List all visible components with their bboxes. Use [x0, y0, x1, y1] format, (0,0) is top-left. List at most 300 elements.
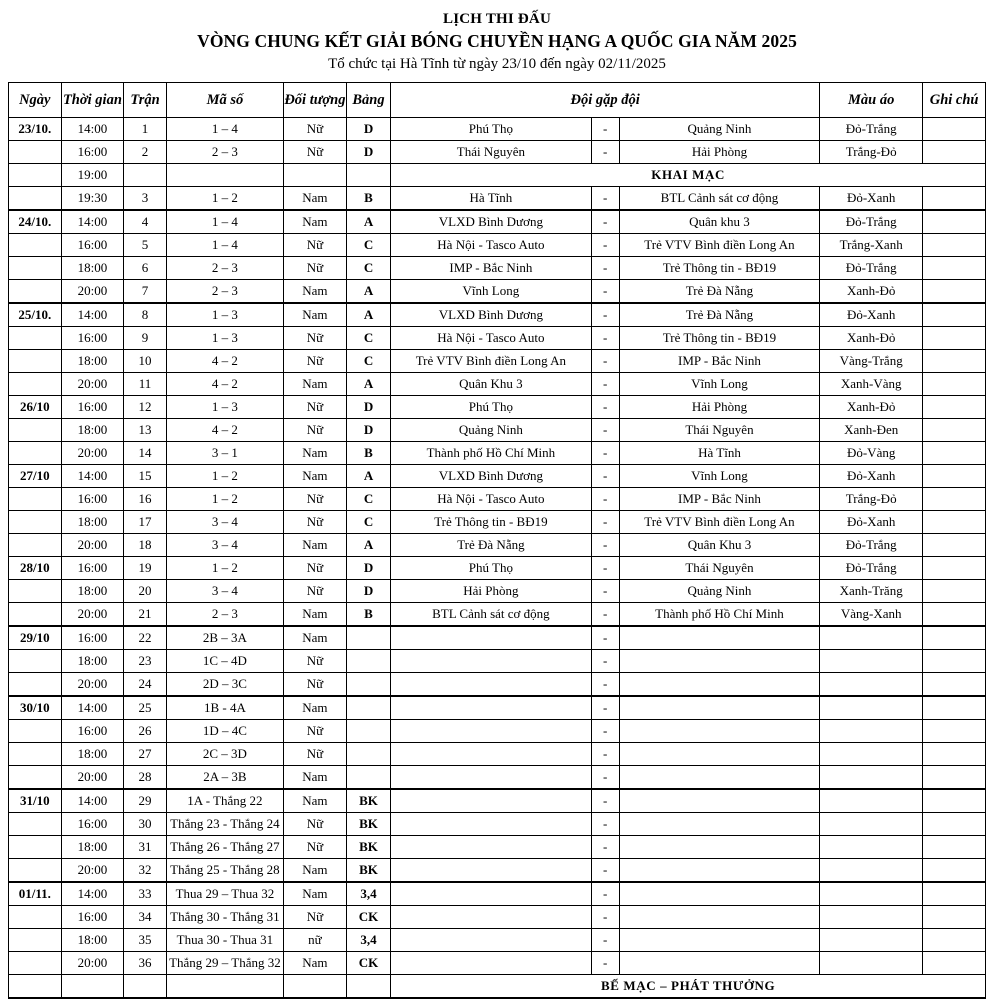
cell-match: 10	[124, 350, 166, 373]
cell-away-team	[619, 813, 819, 836]
table-row	[9, 626, 986, 650]
cell-note	[923, 373, 986, 396]
table-row	[9, 465, 986, 488]
cell-day: 25/10.	[9, 303, 62, 327]
cell-day	[9, 327, 62, 350]
table-row	[9, 696, 986, 720]
cell-match: 23	[124, 650, 166, 673]
cell-category: Nữ	[284, 743, 347, 766]
cell-note	[923, 720, 986, 743]
cell-match: 35	[124, 929, 166, 952]
cell-jersey-color	[820, 626, 923, 650]
cell-group	[346, 766, 391, 790]
cell-versus-dash: -	[591, 327, 619, 350]
cell-note	[923, 557, 986, 580]
cell-category: Nữ	[284, 350, 347, 373]
cell-away-team	[619, 929, 819, 952]
cell-code	[166, 164, 283, 187]
cell-home-team: VLXD Bình Dương	[391, 210, 591, 234]
cell-group: D	[346, 419, 391, 442]
cell-time: 20:00	[61, 534, 124, 557]
cell-match: 8	[124, 303, 166, 327]
cell-jersey-color: Đỏ-Xanh	[820, 187, 923, 211]
cell-code: 1 – 2	[166, 488, 283, 511]
cell-home-team	[391, 743, 591, 766]
cell-away-team: Hải Phòng	[619, 141, 819, 164]
cell-category: Nữ	[284, 557, 347, 580]
cell-versus-dash: -	[591, 419, 619, 442]
cell-note	[923, 488, 986, 511]
cell-away-team: Quảng Ninh	[619, 118, 819, 141]
cell-time: 14:00	[61, 465, 124, 488]
cell-day: 23/10.	[9, 118, 62, 141]
cell-versus-dash: -	[591, 789, 619, 813]
cell-versus-dash: -	[591, 118, 619, 141]
cell-group: CK	[346, 952, 391, 975]
cell-category: Nam	[284, 465, 347, 488]
cell-match: 3	[124, 187, 166, 211]
cell-time: 20:00	[61, 373, 124, 396]
cell-day: 31/10	[9, 789, 62, 813]
cell-day	[9, 141, 62, 164]
column-header-note: Ghi chú	[923, 83, 986, 118]
cell-code: 1 – 3	[166, 327, 283, 350]
cell-match: 30	[124, 813, 166, 836]
cell-away-team: Trẻ VTV Bình điền Long An	[619, 234, 819, 257]
cell-day	[9, 952, 62, 975]
column-header-color: Màu áo	[820, 83, 923, 118]
cell-time: 18:00	[61, 836, 124, 859]
cell-category: Nữ	[284, 396, 347, 419]
cell-versus-dash: -	[591, 720, 619, 743]
cell-day	[9, 534, 62, 557]
cell-time: 16:00	[61, 396, 124, 419]
table-body	[9, 118, 986, 999]
cell-group: C	[346, 234, 391, 257]
cell-category: Nữ	[284, 673, 347, 697]
cell-versus-dash: -	[591, 696, 619, 720]
cell-note	[923, 929, 986, 952]
table-row	[9, 164, 986, 187]
cell-day	[9, 929, 62, 952]
cell-category: Nữ	[284, 720, 347, 743]
cell-group	[346, 164, 391, 187]
table-row	[9, 952, 986, 975]
cell-category: Nam	[284, 859, 347, 883]
cell-match: 16	[124, 488, 166, 511]
cell-match: 2	[124, 141, 166, 164]
cell-category: Nam	[284, 373, 347, 396]
cell-note	[923, 210, 986, 234]
cell-versus-dash: -	[591, 906, 619, 929]
cell-category: Nữ	[284, 419, 347, 442]
cell-time: 14:00	[61, 696, 124, 720]
cell-note	[923, 789, 986, 813]
cell-time: 16:00	[61, 906, 124, 929]
cell-home-team: BTL Cảnh sát cơ động	[391, 603, 591, 627]
cell-versus-dash: -	[591, 882, 619, 906]
cell-group: BK	[346, 859, 391, 883]
cell-category: Nữ	[284, 118, 347, 141]
cell-code: 1 – 2	[166, 187, 283, 211]
cell-jersey-color	[820, 906, 923, 929]
cell-category: Nam	[284, 766, 347, 790]
cell-category	[284, 164, 347, 187]
cell-match: 21	[124, 603, 166, 627]
cell-category: Nam	[284, 882, 347, 906]
cell-day	[9, 603, 62, 627]
cell-time: 18:00	[61, 929, 124, 952]
cell-code: 4 – 2	[166, 350, 283, 373]
cell-home-team	[391, 766, 591, 790]
cell-day	[9, 580, 62, 603]
cell-jersey-color: Trắng-Đỏ	[820, 488, 923, 511]
cell-note	[923, 280, 986, 304]
cell-home-team: Quân Khu 3	[391, 373, 591, 396]
cell-away-team: Trẻ Thông tin - BĐ19	[619, 257, 819, 280]
cell-match: 31	[124, 836, 166, 859]
cell-match: 1	[124, 118, 166, 141]
cell-jersey-color	[820, 789, 923, 813]
cell-code: 1 – 4	[166, 210, 283, 234]
cell-note	[923, 859, 986, 883]
cell-home-team: Vĩnh Long	[391, 280, 591, 304]
cell-match: 34	[124, 906, 166, 929]
cell-jersey-color: Xanh-Đỏ	[820, 327, 923, 350]
table-row	[9, 350, 986, 373]
table-row	[9, 327, 986, 350]
cell-jersey-color	[820, 813, 923, 836]
cell-away-team: IMP - Bắc Ninh	[619, 488, 819, 511]
document-title-sub: VÒNG CHUNG KẾT GIẢI BÓNG CHUYỀN HẠNG A QUỐC GIA NĂM 2025	[197, 31, 797, 51]
cell-group: A	[346, 210, 391, 234]
cell-match: 20	[124, 580, 166, 603]
cell-time: 19:30	[61, 187, 124, 211]
cell-away-team	[619, 650, 819, 673]
cell-group: BK	[346, 836, 391, 859]
cell-day	[9, 766, 62, 790]
cell-category: Nam	[284, 442, 347, 465]
cell-category: Nam	[284, 303, 347, 327]
cell-match: 14	[124, 442, 166, 465]
cell-day	[9, 442, 62, 465]
cell-versus-dash: -	[591, 952, 619, 975]
cell-group: B	[346, 187, 391, 211]
cell-home-team	[391, 673, 591, 697]
cell-versus-dash: -	[591, 626, 619, 650]
cell-time: 18:00	[61, 419, 124, 442]
cell-match: 11	[124, 373, 166, 396]
cell-note	[923, 696, 986, 720]
cell-time: 16:00	[61, 557, 124, 580]
table-row	[9, 557, 986, 580]
cell-day	[9, 280, 62, 304]
cell-category: Nam	[284, 280, 347, 304]
cell-day	[9, 720, 62, 743]
cell-jersey-color: Đỏ-Xanh	[820, 303, 923, 327]
cell-code: Thắng 25 - Thắng 28	[166, 859, 283, 883]
cell-group: A	[346, 534, 391, 557]
cell-group: C	[346, 511, 391, 534]
cell-time: 18:00	[61, 350, 124, 373]
cell-home-team: VLXD Bình Dương	[391, 303, 591, 327]
cell-away-team	[619, 696, 819, 720]
cell-category: Nữ	[284, 511, 347, 534]
cell-day: 01/11.	[9, 882, 62, 906]
cell-away-team	[619, 882, 819, 906]
cell-note	[923, 813, 986, 836]
cell-jersey-color	[820, 952, 923, 975]
cell-group	[346, 673, 391, 697]
table-row	[9, 187, 986, 211]
cell-group: A	[346, 280, 391, 304]
cell-away-team	[619, 743, 819, 766]
cell-note	[923, 836, 986, 859]
cell-time: 16:00	[61, 327, 124, 350]
cell-versus-dash: -	[591, 465, 619, 488]
cell-note	[923, 419, 986, 442]
cell-away-team: Thành phố Hồ Chí Minh	[619, 603, 819, 627]
cell-code: 1B - 4A	[166, 696, 283, 720]
cell-match: 6	[124, 257, 166, 280]
cell-note	[923, 442, 986, 465]
cell-group	[346, 650, 391, 673]
cell-match: 27	[124, 743, 166, 766]
cell-home-team: Phú Thọ	[391, 118, 591, 141]
document-header	[0, 0, 994, 76]
cell-banner: BẾ MẠC – PHÁT THƯỞNG	[391, 975, 986, 999]
cell-home-team	[391, 906, 591, 929]
cell-home-team	[391, 626, 591, 650]
cell-category	[284, 975, 347, 999]
cell-time: 18:00	[61, 257, 124, 280]
cell-versus-dash: -	[591, 534, 619, 557]
cell-note	[923, 882, 986, 906]
cell-category: Nữ	[284, 234, 347, 257]
cell-home-team: IMP - Bắc Ninh	[391, 257, 591, 280]
cell-jersey-color: Đỏ-Trắng	[820, 118, 923, 141]
cell-jersey-color	[820, 650, 923, 673]
table-row	[9, 789, 986, 813]
cell-home-team: VLXD Bình Dương	[391, 465, 591, 488]
cell-day	[9, 419, 62, 442]
cell-group	[346, 696, 391, 720]
cell-code: 2A – 3B	[166, 766, 283, 790]
cell-versus-dash: -	[591, 743, 619, 766]
cell-category: Nữ	[284, 906, 347, 929]
cell-group	[346, 743, 391, 766]
cell-category: Nam	[284, 534, 347, 557]
cell-code: 3 – 4	[166, 534, 283, 557]
table-row	[9, 488, 986, 511]
document-subtitle-venue: Tổ chức tại Hà Tĩnh từ ngày 23/10 đến ngày 02/11/2025	[328, 56, 666, 72]
table-row	[9, 118, 986, 141]
table-row	[9, 650, 986, 673]
cell-versus-dash: -	[591, 234, 619, 257]
cell-away-team: Quân khu 3	[619, 210, 819, 234]
cell-note	[923, 673, 986, 697]
cell-group	[346, 720, 391, 743]
cell-code: 1 – 3	[166, 396, 283, 419]
cell-jersey-color	[820, 766, 923, 790]
cell-jersey-color	[820, 673, 923, 697]
table-row	[9, 882, 986, 906]
cell-match	[124, 164, 166, 187]
cell-jersey-color: Đỏ-Trắng	[820, 557, 923, 580]
cell-day	[9, 257, 62, 280]
cell-versus-dash: -	[591, 488, 619, 511]
cell-category: Nữ	[284, 813, 347, 836]
cell-away-team: Quảng Ninh	[619, 580, 819, 603]
cell-versus-dash: -	[591, 580, 619, 603]
column-header-category: Đối tượng	[284, 83, 347, 118]
cell-day	[9, 187, 62, 211]
cell-versus-dash: -	[591, 929, 619, 952]
cell-away-team: Vĩnh Long	[619, 465, 819, 488]
cell-code: 2 – 3	[166, 141, 283, 164]
cell-home-team	[391, 952, 591, 975]
cell-match: 7	[124, 280, 166, 304]
cell-match: 15	[124, 465, 166, 488]
cell-home-team: Thành phố Hồ Chí Minh	[391, 442, 591, 465]
cell-versus-dash: -	[591, 210, 619, 234]
cell-code: 2B – 3A	[166, 626, 283, 650]
cell-category: Nam	[284, 210, 347, 234]
cell-away-team: BTL Cảnh sát cơ động	[619, 187, 819, 211]
cell-match: 24	[124, 673, 166, 697]
cell-home-team: Hà Nội - Tasco Auto	[391, 488, 591, 511]
cell-note	[923, 650, 986, 673]
table-row	[9, 210, 986, 234]
cell-jersey-color: Trắng-Xanh	[820, 234, 923, 257]
cell-versus-dash: -	[591, 187, 619, 211]
cell-home-team: Hà Tĩnh	[391, 187, 591, 211]
cell-day	[9, 650, 62, 673]
cell-jersey-color: Xanh-Đen	[820, 419, 923, 442]
cell-versus-dash: -	[591, 836, 619, 859]
cell-jersey-color	[820, 859, 923, 883]
cell-time: 18:00	[61, 743, 124, 766]
cell-time: 16:00	[61, 626, 124, 650]
cell-category: Nam	[284, 187, 347, 211]
cell-away-team	[619, 952, 819, 975]
table-row	[9, 534, 986, 557]
column-header-code: Mã số	[166, 83, 283, 118]
cell-match: 5	[124, 234, 166, 257]
table-row	[9, 373, 986, 396]
cell-group: D	[346, 118, 391, 141]
cell-away-team: Trẻ Đà Nẵng	[619, 280, 819, 304]
cell-group: D	[346, 141, 391, 164]
cell-time: 18:00	[61, 580, 124, 603]
cell-code	[166, 975, 283, 999]
cell-group: D	[346, 580, 391, 603]
cell-time: 20:00	[61, 673, 124, 697]
cell-group: C	[346, 488, 391, 511]
cell-code: 3 – 4	[166, 580, 283, 603]
cell-note	[923, 118, 986, 141]
cell-versus-dash: -	[591, 673, 619, 697]
cell-jersey-color: Vàng-Xanh	[820, 603, 923, 627]
cell-note	[923, 743, 986, 766]
cell-group: A	[346, 465, 391, 488]
cell-category: Nữ	[284, 141, 347, 164]
cell-match: 12	[124, 396, 166, 419]
cell-home-team	[391, 789, 591, 813]
cell-note	[923, 350, 986, 373]
cell-match: 33	[124, 882, 166, 906]
cell-versus-dash: -	[591, 442, 619, 465]
table-row	[9, 580, 986, 603]
cell-day: 30/10	[9, 696, 62, 720]
column-header-group: Bảng	[346, 83, 391, 118]
cell-note	[923, 603, 986, 627]
table-row	[9, 141, 986, 164]
cell-home-team: Trẻ Đà Nẵng	[391, 534, 591, 557]
cell-group: C	[346, 327, 391, 350]
cell-time: 16:00	[61, 234, 124, 257]
cell-home-team	[391, 929, 591, 952]
table-row	[9, 280, 986, 304]
column-header-match: Trận	[124, 83, 166, 118]
cell-versus-dash: -	[591, 257, 619, 280]
cell-day	[9, 234, 62, 257]
cell-code: 1 – 3	[166, 303, 283, 327]
cell-jersey-color: Trắng-Đỏ	[820, 141, 923, 164]
cell-away-team: Trẻ Đà Nẵng	[619, 303, 819, 327]
cell-versus-dash: -	[591, 557, 619, 580]
cell-group: 3,4	[346, 882, 391, 906]
cell-day	[9, 813, 62, 836]
cell-time: 20:00	[61, 766, 124, 790]
cell-code: 2D – 3C	[166, 673, 283, 697]
cell-day: 27/10	[9, 465, 62, 488]
cell-away-team	[619, 906, 819, 929]
cell-versus-dash: -	[591, 350, 619, 373]
cell-category: Nữ	[284, 257, 347, 280]
cell-versus-dash: -	[591, 766, 619, 790]
cell-versus-dash: -	[591, 373, 619, 396]
cell-group: BK	[346, 789, 391, 813]
cell-away-team: Trẻ Thông tin - BĐ19	[619, 327, 819, 350]
cell-note	[923, 626, 986, 650]
cell-jersey-color	[820, 929, 923, 952]
table-row	[9, 511, 986, 534]
cell-category: Nam	[284, 696, 347, 720]
table-header-row	[9, 83, 986, 118]
cell-home-team	[391, 882, 591, 906]
cell-home-team: Quảng Ninh	[391, 419, 591, 442]
document-title-main: LỊCH THI ĐẤU	[443, 11, 551, 27]
cell-day	[9, 350, 62, 373]
cell-versus-dash: -	[591, 280, 619, 304]
cell-group: A	[346, 303, 391, 327]
table-row	[9, 257, 986, 280]
cell-match: 17	[124, 511, 166, 534]
cell-code: 1D – 4C	[166, 720, 283, 743]
cell-jersey-color: Xanh-Trăng	[820, 580, 923, 603]
cell-jersey-color: Xanh-Vàng	[820, 373, 923, 396]
cell-home-team	[391, 813, 591, 836]
cell-home-team: Phú Thọ	[391, 396, 591, 419]
cell-day	[9, 859, 62, 883]
cell-day: 28/10	[9, 557, 62, 580]
cell-match: 29	[124, 789, 166, 813]
cell-versus-dash: -	[591, 396, 619, 419]
cell-away-team: Thái Nguyên	[619, 419, 819, 442]
table-row	[9, 813, 986, 836]
cell-time: 20:00	[61, 442, 124, 465]
